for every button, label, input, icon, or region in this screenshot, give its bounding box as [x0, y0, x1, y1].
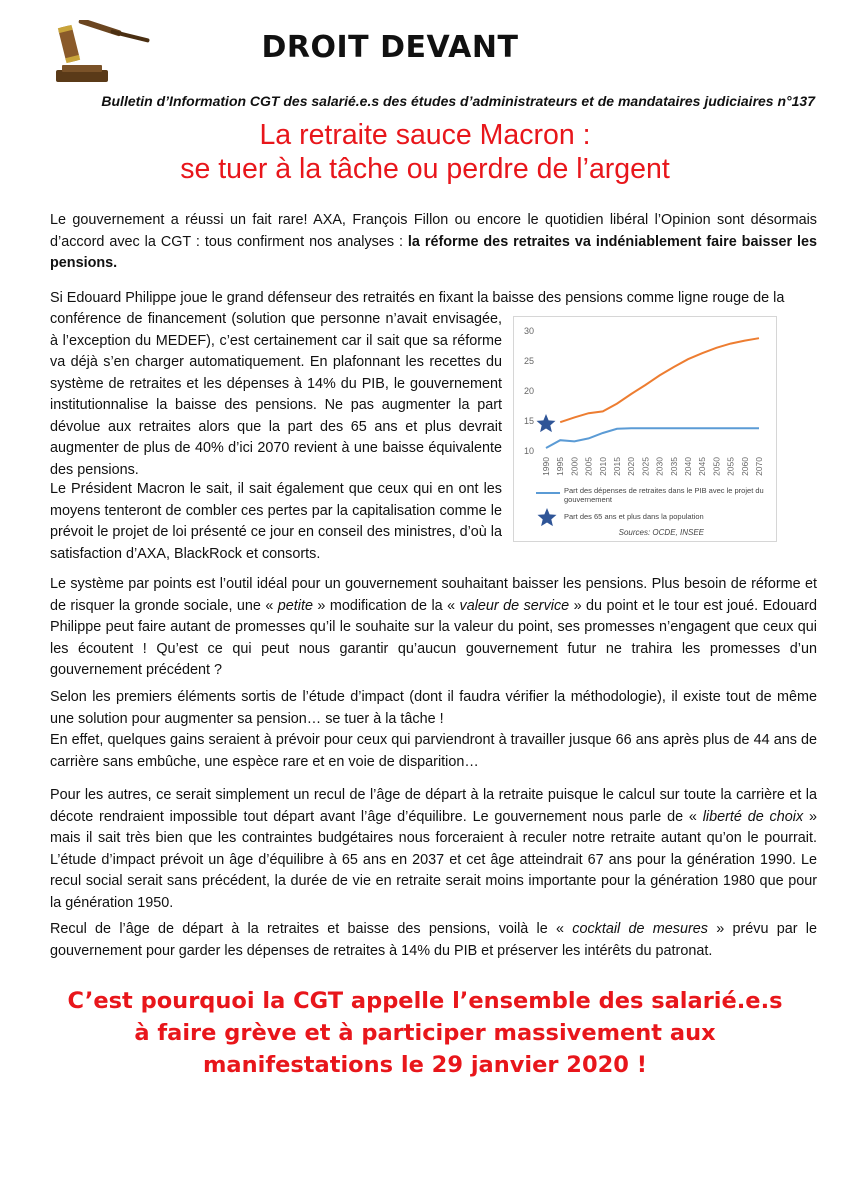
y-tick-label: 10 — [523, 446, 534, 456]
cta-line-2: à faire grève et à participer massivement aux — [134, 1020, 716, 1046]
paragraph-7 — [50, 919, 817, 962]
paragraph-5 — [50, 687, 817, 773]
pension-chart — [513, 316, 777, 542]
bulletin-subtitle: Bulletin d’Information CGT des salarié.e.s des études d’administrateurs et de mandataires judiciaires n°137 — [101, 93, 815, 109]
y-tick-label: 25 — [523, 356, 534, 366]
gavel-logo-icon — [52, 20, 152, 86]
call-to-action — [60, 985, 790, 1081]
p7-b: cocktail de mesures — [572, 921, 708, 937]
headline-line-1: La retraite sauce Macron : — [259, 119, 591, 151]
p7-c: » prévu par le gouvernement pour garder les dépenses de retraites à 14% du PIB et préserver les intérêts du patronat. — [50, 921, 817, 959]
x-tick-label: 2020 — [626, 457, 637, 476]
x-tick-label: 2070 — [754, 457, 764, 476]
x-tick-label: 2030 — [654, 457, 665, 476]
paragraph-6 — [50, 785, 817, 914]
x-tick-label: 1990 — [541, 457, 551, 476]
p4-c: » modification de la « — [312, 597, 460, 614]
paragraph-1-text: Le gouvernement a réussi un fait rare! AXA, François Fillon ou encore le quotidien libéral l’Opinion sont désormais d’accord avec la CGT : tous confirment nos analyses : — [50, 212, 817, 250]
p4-a: Le système par points est l’outil idéal pour un gouvernement souhaitant baisser les pensions. Plus besoin de réforme et de risquer la gronde sociale, une « — [50, 576, 817, 614]
y-tick-label: 30 — [523, 326, 534, 336]
p4-e: » du point et le tour est joué. Edouard Philippe peut faire autant de promesses qu’il le souhaite sur la valeur du point, ses promesses n’engagent que ceux qui les écoutent ! Qu’est ce qui peut nous garantir qu’aucun gouvernement futur ne trahira les promesses d’un gouvernement précédent ? — [50, 597, 817, 678]
x-tick-label: 2045 — [697, 457, 708, 476]
series-line-2 — [560, 338, 759, 422]
p4-b: petite — [277, 597, 313, 614]
paragraph-3: Le Président Macron le sait, il sait également que ceux qui en ont les moyens tenteront de combler ces pertes par la capitalisation comme le prévoit le projet de loi présenté ce jour en conseil des ministres, d’où la satisfaction d’AXA, BlackRock et consorts. — [50, 481, 502, 562]
p4-d: valeur de service — [459, 597, 570, 614]
y-tick-label: 20 — [523, 386, 534, 396]
x-tick-label: 2010 — [597, 457, 608, 476]
x-tick-label: 2055 — [725, 457, 736, 476]
legend-label-1: Part des dépenses de retraites dans le PIB avec le projet du gouvernement — [564, 486, 764, 504]
paragraph-1 — [50, 210, 817, 275]
y-tick-label: 15 — [523, 416, 534, 426]
paragraph-1-bold: la réforme des retraites va indéniablement faire baisser les pensions. — [50, 233, 818, 271]
chart-source: Sources: OCDE, INSEE — [618, 528, 704, 537]
x-tick-label: 2000 — [569, 457, 580, 476]
paragraph-5-line-2: En effet, quelques gains seraient à prévoir pour ceux qui parviendront à travailler jusque 66 ans après plus de 44 ans de carrière sans embûche, une espèce rare et en voie de disparition… — [50, 732, 817, 770]
p6-b: liberté de choix — [702, 808, 804, 825]
chart-svg — [514, 317, 776, 541]
paragraph-5-line-1: Selon les premiers éléments sortis de l’étude d’impact (dont il faudra vérifier la méthodologie), il existe tout de même une solution pour augmenter sa pension… se tuer à la tâche ! — [50, 689, 817, 727]
masthead-title: DROIT DEVANT — [261, 30, 519, 65]
legend-star-icon — [538, 508, 557, 526]
x-tick-label: 2050 — [711, 457, 722, 476]
p6-a: Pour les autres, ce serait simplement un recul de l’âge de départ à la retraite puisque le calcul sur toute la carrière et la décote rendraient impossible tout départ avant l’âge d’équilibre. Le gouvernement nous parle de « — [50, 787, 817, 825]
x-tick-label: 2005 — [583, 457, 594, 476]
p7-a: Recul de l’âge de départ à la retraites et baisse des pensions, voilà le « — [50, 921, 573, 937]
x-tick-label: 2025 — [640, 457, 651, 476]
star-marker-icon — [537, 414, 556, 432]
p6-c: » mais il sait très bien que les contraintes budgétaires nous forceraient à reculer notre retraite autant qu’on le pourrait. L’étude d’impact prévoit un âge d’équilibre à 65 ans en 2037 et cet âge atteindrait 67 ans pour la génération 1990. Le recul social serait sans précédent, la durée de vie en retraite serait moins importante pour la génération 1980 que pour la génération 1950. — [50, 808, 817, 911]
paragraph-2: conférence de financement (solution que personne n’avait envisagée, à l’exception du MEDEF), c’est certainement car il sait que sa réforme va déjà s’en charger automatiquement. En plafonnant les recettes du système de retraites et les dépenses à 14% du PIB, le gouvernement institutionnalise la baisse des pensions. Ne pas augmenter la part dévolue aux retraites alors que la part des 65 ans et plus devrait augmenter de plus de 40% d’ici 2070 revient à une baisse équivalente des pensions. — [50, 311, 502, 478]
x-tick-label: 2015 — [612, 457, 622, 476]
paragraph-4 — [50, 574, 817, 682]
legend-label-2: Part des 65 ans et plus dans la population — [564, 512, 704, 521]
x-tick-label: 2060 — [739, 457, 750, 476]
headline-line-2: se tuer à la tâche ou perdre de l’argent — [180, 153, 670, 185]
x-tick-label: 2035 — [668, 457, 679, 476]
paragraph-2-first-line: Si Edouard Philippe joue le grand défenseur des retraités en fixant la baisse des pensions comme ligne rouge de la — [50, 290, 785, 306]
cta-line-1: C’est pourquoi la CGT appelle l’ensemble des salarié.e.s — [67, 988, 783, 1014]
cta-line-3: manifestations le 29 janvier 2020 ! — [202, 1052, 648, 1078]
series-line-1 — [546, 428, 759, 448]
x-tick-label: 2040 — [683, 457, 693, 476]
headline — [40, 118, 810, 186]
x-tick-label: 1995 — [555, 457, 566, 476]
